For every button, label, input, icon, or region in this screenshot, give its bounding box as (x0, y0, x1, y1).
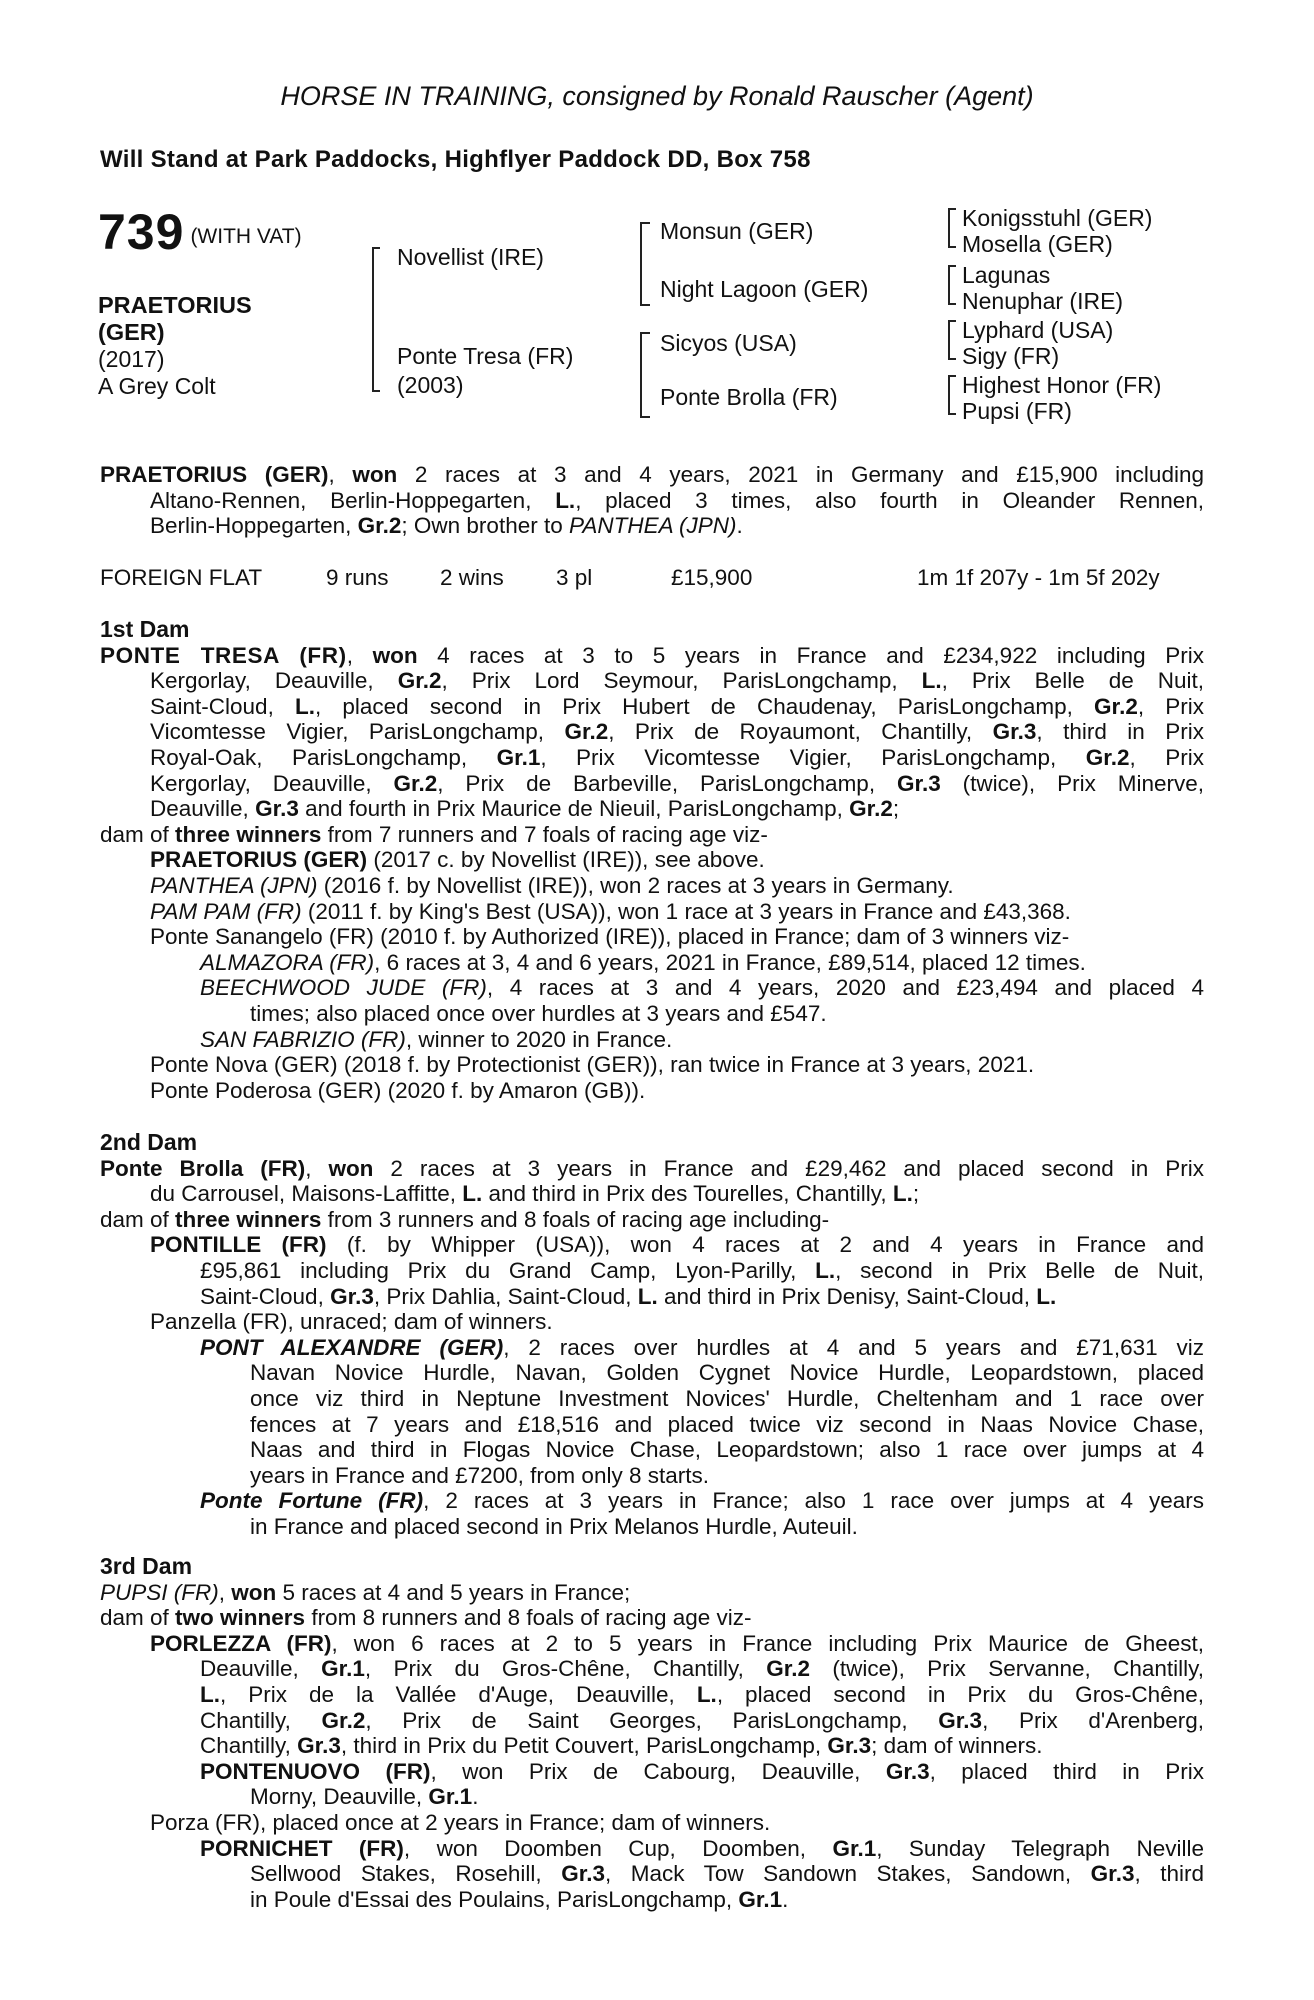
pedigree-bracket-sire-parents (640, 222, 650, 306)
pedigree-sire-dam: Night Lagoon (GER) (660, 276, 869, 302)
pedigree-bracket-top (372, 247, 380, 249)
pontenuovo-line-0: PONTENUOVO (FR), won Prix de Cabourg, Deauville, Gr.3, placed third in Prix (200, 1758, 1204, 1784)
horse-summary: PRAETORIUS (GER), won 2 races at 3 and 4 years, 2021 in Germany and £15,900 including Altano-Rennen, Berlin-Hoppegarten, L., placed 3 times, also fourth in Oleander Rennen, Berlin-Hoppegarten, Gr.2; Own brother to PANTHEA (JPN). (100, 462, 1204, 539)
record-runs: 9 runs (326, 565, 389, 590)
ponte-fortune-cont: in France and placed second in Prix Melanos Hurdle, Auteuil. (250, 1513, 858, 1539)
catalogue-header: HORSE IN TRAINING, consigned by Ronald Rauscher (Agent) (280, 81, 1034, 111)
pedigree-ggp-1: Konigsstuhl (GER) (962, 205, 1153, 231)
second-dam-line-1: 2 races at 3 years in France and £29,462 and placed second in Prix (373, 1155, 1204, 1181)
pedigree-ggp-5: Lyphard (USA) (962, 317, 1114, 343)
pedigree-dam-year: (2003) (397, 372, 464, 398)
third-dam-section: 3rd Dam PUPSI (FR), won 5 races at 4 and 5 years in France; dam of two winners from 8 runners and 8 foals of racing age viz- PORLEZZA (FR), won 6 races at 2 to 5 years in France including Prix Maurice de Gheest, Deauville, Gr.1, Prix du Gros-Chêne, Chantilly, Gr.2 (twice), Prix Servanne, Chantilly, L., Prix de la Vallée d'Auge, Deauville, L., placed second in Prix du Gros-Chêne, Chantilly, Gr.2, Prix de Saint Georges, ParisLongchamp, Gr.3, Prix d'Arenberg, Chantilly, Gr.3, third in Prix du Petit Couvert, ParisLongchamp, Gr.3; dam of winners. PONTENUOVO (FR), won Prix de Cabourg, Deauville, Gr.3, placed third in Prix Morny, Deauville, Gr.1. Porza (FR), placed once at 2 years in France; dam of winners. PORNICHET (FR), won Doomben Cup, Doomben, Gr.1, Sunday Telegraph Neville Sellwood Stakes, Rosehill, Gr.3, Mack Tow Sandown Stakes, Sandown, Gr.3, third in Poule d'Essai des Poulains, ParisLongchamp, Gr.1. (100, 1553, 1205, 1912)
first-dam-detail-line-3: Royal-Oak, ParisLongchamp, Gr.1, Prix Vicomtesse Vigier, ParisLongchamp, Gr.2, Prix (150, 744, 1204, 770)
produce-2-name: PANTHEA (JPN) (150, 872, 318, 898)
porlezza-line-2: L., Prix de la Vallée d'Auge, Deauville, L., placed second in Prix du Gros-Chêne, (200, 1681, 1204, 1707)
second-dam-line-2b: L. (462, 1181, 483, 1207)
porlezza-line-3: Chantilly, Gr.2, Prix de Saint Georges, ParisLongchamp, Gr.3, Prix d'Arenberg, (200, 1707, 1205, 1733)
record-placed: 3 pl (556, 565, 593, 590)
pedigree-brace-2 (948, 265, 956, 305)
pedigree-dam: Ponte Tresa (FR) (397, 343, 574, 369)
second-dam-won: won (328, 1155, 374, 1181)
pontenuovo-entry (100, 1759, 1204, 1810)
first-dam-dam-of-a: dam of (100, 821, 176, 847)
summary-line-2c: , placed 3 times, also fourth in Oleander Rennen, (575, 487, 1204, 513)
panzella-entry: Panzella (FR), unraced; dam of winners. (150, 1309, 553, 1335)
second-dam-name: Ponte Brolla (FR) (100, 1155, 306, 1181)
pontille-line-0: PONTILLE (FR) (f. by Whipper (USA)), won 4 races at 2 and 4 years in France and (150, 1232, 1204, 1258)
produce-6: Ponte Poderosa (GER) (2020 f. by Amaron (GB)). (150, 1077, 646, 1103)
pont-alexandre-line-0: Navan Novice Hurdle, Navan, Golden Cygnet Novice Hurdle, Leopardstown, placed (250, 1360, 1204, 1386)
first-dam-dam-of-c: from 7 runners and 7 foals of racing age viz- (321, 821, 768, 847)
pont-alexandre-line-4: years in France and £7200, from only 8 starts. (250, 1462, 709, 1488)
porlezza-line-4: Chantilly, Gr.3, third in Prix du Petit Couvert, ParisLongchamp, Gr.3; dam of winners. (200, 1733, 1043, 1759)
produce-3-name: PAM PAM (FR) (150, 898, 302, 924)
pont-alexandre-details (100, 1360, 1204, 1488)
porza-entry: Porza (FR), placed once at 2 years in France; dam of winners. (150, 1809, 771, 1835)
pont-alexandre-line-3: Naas and third in Flogas Novice Chase, Leopardstown; also 1 race over jumps at 4 (250, 1437, 1204, 1463)
second-dam-line-2d: L. (892, 1181, 913, 1207)
pedigree-ggp-4: Nenuphar (IRE) (962, 288, 1124, 314)
lot-number-value: 739 (98, 204, 185, 260)
pedigree-ggp-3: Lagunas (962, 262, 1051, 288)
record-distance: 1m 1f 207y - 1m 5f 202y (917, 565, 1160, 590)
pedigree-brace-1 (948, 208, 956, 248)
ponte-fortune-text: , 2 races at 3 years in France; also 1 race over jumps at 4 years (423, 1488, 1204, 1514)
produce-1-name: PRAETORIUS (GER) (150, 847, 368, 873)
third-dam-won: won (231, 1579, 277, 1605)
third-dam-dam-of-a: dam of (100, 1605, 176, 1631)
third-dam-line-1: 5 races at 4 and 5 years in France; (276, 1579, 631, 1605)
produce-1-text: (2017 c. by Novellist (IRE)), see above. (367, 847, 765, 873)
stand-location: Will Stand at Park Paddocks, Highflyer Paddock DD, Box 758 (100, 146, 811, 173)
grandproduce-3-name: SAN FABRIZIO (FR) (200, 1026, 406, 1052)
summary-line-3d: PANTHEA (JPN) (568, 513, 737, 539)
first-dam-line-0: 4 races at 3 to 5 years in France and £234,922 including Prix (417, 642, 1204, 668)
first-dam-detail-line-0: Kergorlay, Deauville, Gr.2, Prix Lord Seymour, ParisLongchamp, L., Prix Belle de Nuit, (150, 668, 1205, 694)
horse-country: (GER) (98, 319, 165, 345)
first-dam-name: PONTE TRESA (FR) (100, 642, 347, 668)
second-dam-line-2a: du Carrousel, Maisons-Laffitte, (150, 1181, 463, 1207)
pontille-line-2: Saint-Cloud, Gr.3, Prix Dahlia, Saint-Cloud, L. and third in Prix Denisy, Saint-Cloud, L. (200, 1283, 1057, 1309)
summary-line-3e: . (736, 513, 743, 539)
third-dam-name: PUPSI (FR) (100, 1579, 219, 1605)
third-dam-dam-of-b: two winners (175, 1605, 306, 1631)
summary-line-3a: Berlin-Hoppegarten, (150, 513, 358, 539)
third-dam-heading: 3rd Dam (100, 1553, 193, 1579)
pedigree-brace-4 (948, 375, 956, 415)
porlezza-entry (100, 1631, 1204, 1759)
pornichet-line-2: in Poule d'Essai des Poulains, ParisLongchamp, Gr.1. (250, 1886, 789, 1912)
first-dam-detail-line-5: Deauville, Gr.3 and fourth in Prix Maurice de Nieuil, ParisLongchamp, Gr.2; (150, 796, 900, 822)
pont-alexandre-line-2: fences at 7 years and £18,516 and placed twice viz second in Naas Novice Chase, (250, 1411, 1204, 1437)
pont-alexandre-text: , 2 races over hurdles at 4 and 5 years and £71,631 viz (503, 1334, 1205, 1360)
summary-line-3b: Gr.2 (357, 513, 402, 539)
pedigree-dam-dam: Ponte Brolla (FR) (660, 384, 838, 410)
summary-line-2b: L. (555, 487, 576, 513)
first-dam-won: won (372, 642, 418, 668)
first-dam-details (100, 668, 1204, 822)
produce-2-text: (2016 f. by Novellist (IRE)), won 2 races at 3 years in Germany. (317, 872, 954, 898)
ponte-fortune-name: Ponte Fortune (FR) (200, 1488, 424, 1514)
record-category: FOREIGN FLAT (100, 565, 263, 590)
second-dam-line-2c: and third in Prix des Tourelles, Chantilly, (482, 1181, 893, 1207)
pontenuovo-line-1: Morny, Deauville, Gr.1. (250, 1784, 479, 1810)
pornichet-line-1: Sellwood Stakes, Rosehill, Gr.3, Mack Tow Sandown Stakes, Sandown, Gr.3, third (250, 1861, 1204, 1887)
pont-alexandre-name: PONT ALEXANDRE (GER) (200, 1334, 504, 1360)
second-dam-dam-of-c: from 3 runners and 8 foals of racing age including- (321, 1206, 830, 1232)
pont-alexandre-line-1: once viz third in Neptune Investment Novices' Hurdle, Cheltenham and 1 race over (250, 1385, 1204, 1411)
third-dam-dam-of-c: from 8 runners and 8 foals of racing age viz- (305, 1605, 752, 1631)
summary-horse-name: PRAETORIUS (GER) (100, 462, 329, 487)
grandproduce-2-text: , 4 races at 3 and 4 years, 2020 and £23,494 and placed 4 (486, 975, 1204, 1001)
horse-description: A Grey Colt (98, 373, 216, 399)
second-dam-line-2e: ; (912, 1181, 920, 1207)
first-dam-detail-line-2: Vicomtesse Vigier, ParisLongchamp, Gr.2, Prix de Royaumont, Chantilly, Gr.3, third in Prix (150, 719, 1204, 745)
porlezza-line-0: PORLEZZA (FR), won 6 races at 2 to 5 years in France including Prix Maurice de Gheest, (150, 1630, 1204, 1656)
pedigree-dam-sire: Sicyos (USA) (660, 330, 797, 356)
grandproduce-1-name: ALMAZORA (FR) (200, 949, 375, 975)
second-dam-dam-of-b: three winners (175, 1206, 322, 1232)
race-record (0, 565, 1314, 591)
horse-name: PRAETORIUS (98, 292, 252, 318)
horse-identity (98, 288, 252, 400)
first-dam-section: 1st Dam PONTE TRESA (FR), won 4 races at 3 to 5 years in France and £234,922 including Prix Kergorlay, Deauville, Gr.2, Prix Lord Seymour, ParisLongchamp, L., Prix Belle de Nuit, Saint-Cloud, L., placed second in Prix Hubert de Chaudenay, ParisLongchamp, Gr.2, Prix Vicomtesse Vigier, ParisLongchamp, Gr.2, Prix de Royaumont, Chantilly, Gr.3, third in Prix Royal-Oak, ParisLongchamp, Gr.1, Prix Vicomtesse Vigier, ParisLongchamp, Gr.2, Prix Kergorlay, Deauville, Gr.2, Prix de Barbeville, ParisLongchamp, Gr.3 (twice), Prix Minerve, Deauville, Gr.3 and fourth in Prix Maurice de Nieuil, ParisLongchamp, Gr.2; dam of three winners from 7 runners and 7 foals of racing age viz- PRAETORIUS (GER) (2017 c. by Novellist (IRE)), see above. PANTHEA (JPN) (2016 f. by Novellist (IRE)), won 2 races at 3 years in Germany. PAM PAM (FR) (2011 f. by King's Best (USA)), won 1 race at 3 years in France and £43,368. Ponte Sanangelo (FR) (2010 f. by Authorized (IRE)), placed in France; dam of 3 winners viz- ALMAZORA (FR), 6 races at 3, 4 and 6 years, 2021 in France, £89,514, placed 12 times. BEECHWOOD JUDE (FR), 4 races at 3 and 4 years, 2020 and £23,494 and placed 4 times; also placed once over hurdles at 3 years and £547. SAN FABRIZIO (FR), winner to 2020 in France. Ponte Nova (GER) (2018 f. by Protectionist (GER)), ran twice in France at 3 years, 2021. Ponte Poderosa (GER) (2020 f. by Amaron (GB)). (100, 616, 1205, 1103)
produce-5: Ponte Nova (GER) (2018 f. by Protectionist (GER)), ran twice in France at 3 years, 2021. (150, 1052, 1035, 1078)
pornichet-entry (100, 1836, 1204, 1913)
record-wins: 2 wins (440, 565, 504, 590)
vat-label: (WITH VAT) (190, 225, 302, 248)
pedigree-ggp-8: Pupsi (FR) (962, 398, 1072, 424)
record-earnings: £15,900 (671, 565, 753, 590)
grandproduce-2-cont: times; also placed once over hurdles at 3 years and £547. (250, 1000, 827, 1026)
pornichet-line-0: PORNICHET (FR), won Doomben Cup, Doomben, Gr.1, Sunday Telegraph Neville (200, 1835, 1204, 1861)
grandproduce-3-text: , winner to 2020 in France. (405, 1026, 673, 1052)
porlezza-line-1: Deauville, Gr.1, Prix du Gros-Chêne, Chantilly, Gr.2 (twice), Prix Servanne, Chantilly, (200, 1656, 1204, 1682)
summary-line-1: 2 races at 3 and 4 years, 2021 in Germany and £15,900 including (397, 462, 1204, 487)
summary-line-3c: ; Own brother to (401, 513, 569, 539)
pedigree-ggp-2: Mosella (GER) (962, 231, 1113, 257)
pontille-line-1: £95,861 including Prix du Grand Camp, Lyon-Parilly, L., second in Prix Belle de Nuit, (200, 1257, 1204, 1283)
second-dam-section: 2nd Dam Ponte Brolla (FR), won 2 races at 3 years in France and £29,462 and placed second in Prix du Carrousel, Maisons-Laffitte, L. and third in Prix des Tourelles, Chantilly, L.; dam of three winners from 3 runners and 8 foals of racing age including- PONTILLE (FR) (f. by Whipper (USA)), won 4 races at 2 and 4 years in France and £95,861 including Prix du Grand Camp, Lyon-Parilly, L., second in Prix Belle de Nuit, Saint-Cloud, Gr.3, Prix Dahlia, Saint-Cloud, L. and third in Prix Denisy, Saint-Cloud, L. Panzella (FR), unraced; dam of winners. PONT ALEXANDRE (GER), 2 races over hurdles at 4 and 5 years and £71,631 viz Navan Novice Hurdle, Navan, Golden Cygnet Novice Hurdle, Leopardstown, placed once viz third in Neptune Investment Novices' Hurdle, Cheltenham and 1 race over fences at 7 years and £18,516 and placed twice viz second in Naas Novice Chase, Naas and third in Flogas Novice Chase, Leopardstown; also 1 race over jumps at 4 years in France and £7200, from only 8 starts. Ponte Fortune (FR), 2 races at 3 years in France; also 1 race over jumps at 4 years in France and placed second in Prix Melanos Hurdle, Auteuil. (100, 1129, 1205, 1539)
pedigree-brace-3 (948, 320, 956, 360)
pedigree-ggp-7: Highest Honor (FR) (962, 372, 1162, 398)
lot-number (98, 204, 302, 265)
first-dam-heading: 1st Dam (100, 616, 190, 642)
pedigree-bracket-sire (372, 247, 374, 392)
produce-3-text: (2011 f. by King's Best (USA)), won 1 race at 3 years in France and £43,368. (301, 898, 1071, 924)
summary-won: won (352, 462, 398, 487)
produce-4: Ponte Sanangelo (FR) (2010 f. by Authorized (IRE)), placed in France; dam of 3 winners viz- (150, 924, 1070, 950)
first-dam-detail-line-1: Saint-Cloud, L., placed second in Prix Hubert de Chaudenay, ParisLongchamp, Gr.2, Prix (150, 693, 1204, 719)
pedigree-sire-sire: Monsun (GER) (660, 218, 814, 244)
pedigree-ggp-6: Sigy (FR) (962, 343, 1060, 369)
second-dam-dam-of-a: dam of (100, 1206, 176, 1232)
grandproduce-2-name: BEECHWOOD JUDE (FR) (200, 975, 487, 1001)
first-dam-dam-of-b: three winners (175, 821, 322, 847)
pedigree-bracket-bottom (372, 390, 380, 392)
pontille-entry (100, 1232, 1204, 1309)
grandproduce-1-text: , 6 races at 3, 4 and 6 years, 2021 in France, £89,514, placed 12 times. (374, 949, 1086, 975)
first-dam-detail-line-4: Kergorlay, Deauville, Gr.2, Prix de Barbeville, ParisLongchamp, Gr.3 (twice), Prix Minerve, (150, 770, 1205, 796)
second-dam-heading: 2nd Dam (100, 1129, 198, 1155)
summary-line-2a: Altano-Rennen, Berlin-Hoppegarten, (150, 487, 556, 513)
pedigree-bracket-dam-parents (640, 332, 650, 418)
pedigree-sire: Novellist (IRE) (397, 244, 544, 270)
horse-year: (2017) (98, 346, 165, 372)
